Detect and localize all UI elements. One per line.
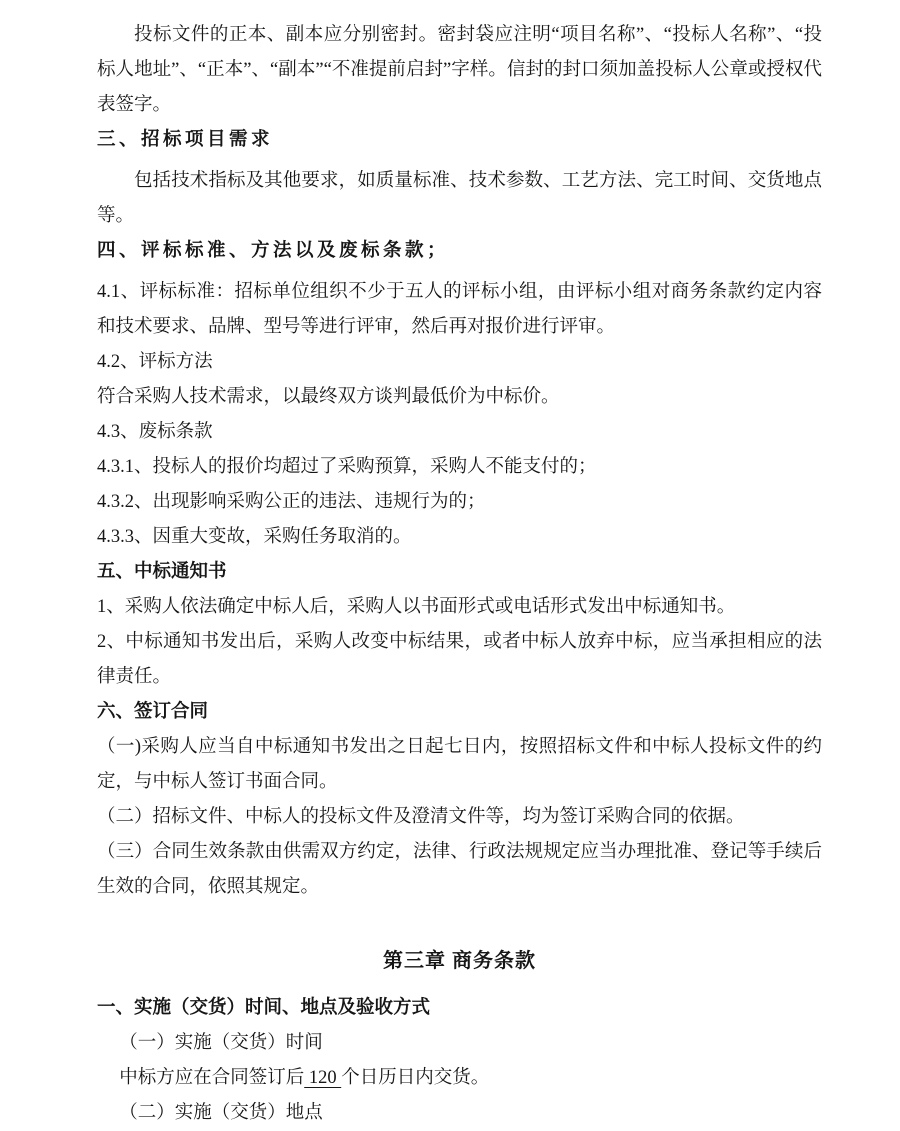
document-content [97,18,822,1131]
paragraph-clause-4-3-3: 4.3.3、因重大变故，采购任务取消的。 [97,527,412,547]
section-heading-3-project-requirements: 三、招标项目需求 [97,130,274,150]
paragraph-clause-4-1: 4.1、评标标准：招标单位组织不少于五人的评标小组，由评标小组对商务条款约定内容和技术要求、品牌、型号等进行评审，然后再对报价进行评审。 [97,282,822,337]
paragraph-contract-3: （三）合同生效条款由供需双方约定，法律、行政法规规定应当办理批准、登记等手续后生效的合同，依照其规定。 [97,842,822,897]
paragraph-delivery-location-label: （二）实施（交货）地点 [119,1103,323,1123]
paragraph-clause-4-3-1: 4.3.1、投标人的报价均超过了采购预算，采购人不能支付的； [97,457,597,477]
delivery-time-prefix: 中标方应在合同签订后 [119,1068,305,1088]
paragraph-clause-4-2-label: 4.2、评标方法 [97,352,213,372]
paragraph-award-notice-1: 1、采购人依法确定中标人后，采购人以书面形式或电话形式发出中标通知书。 [97,597,736,617]
paragraph-delivery-time-clause [97,1061,822,1096]
delivery-time-suffix: 个日历日内交货。 [341,1068,490,1088]
paragraph-clause-4-2-body: 符合采购人技术需求，以最终双方谈判最低价为中标价。 [97,387,560,407]
paragraph-delivery-time-label: （一）实施（交货）时间 [119,1033,323,1053]
paragraph-clause-4-3-2: 4.3.2、出现影响采购公正的违法、违规行为的； [97,492,486,512]
paragraph-project-requirements: 包括技术指标及其他要求，如质量标准、技术参数、工艺方法、完工时间、交货地点等。 [97,171,822,226]
paragraph-contract-1: （一)采购人应当自中标通知书发出之日起七日内，按照招标文件和中标人投标文件的约定，与中标人签订书面合同。 [97,737,822,792]
section-heading-6-contract-signing: 六、签订合同 [97,702,209,722]
section-heading-4-evaluation-criteria: 四、评标标准、方法以及废标条款； [97,241,450,261]
paragraph-award-notice-2: 2、中标通知书发出后，采购人改变中标结果，或者中标人放弃中标，应当承担相应的法律责任。 [97,632,822,687]
paragraph-clause-4-3-label: 4.3、废标条款 [97,422,213,442]
chapter-title: 第三章 商务条款 [383,950,536,972]
paragraph-contract-2: （二）招标文件、中标人的投标文件及澄清文件等，均为签订采购合同的依据。 [97,807,745,827]
section-heading-5-award-notice: 五、中标通知书 [97,562,227,582]
delivery-days-value: 120 [304,1068,342,1088]
section-heading-delivery-time-location: 一、实施（交货）时间、地点及验收方式 [97,998,431,1018]
paragraph-seal-instructions: 投标文件的正本、副本应分别密封。密封袋应注明“项目名称”、“投标人名称”、“投标人地址”、“正本”、“副本”“不准提前启封”字样。信封的封口须加盖投标人公章或授权代表签字。 [97,25,822,115]
